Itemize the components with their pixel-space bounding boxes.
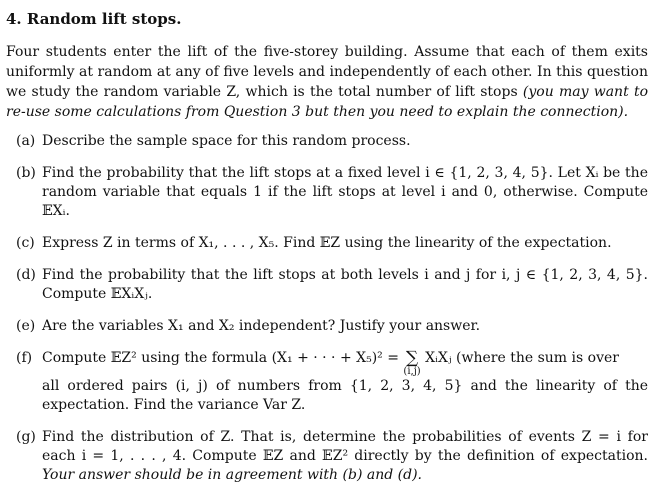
subquestion-b-label: (b) <box>16 165 36 181</box>
subquestion-f-label: (f) <box>16 350 33 366</box>
subquestion-a-label: (a) <box>16 133 36 149</box>
sum-notation <box>403 349 420 377</box>
intro-text: Four students enter the lift of the five-storey building. Assume that each of them exits uniformly at random at any of five levels and independently of each other. In this question we study the random variable Z, which is the total number of lift stops <box>6 44 648 100</box>
subquestion-d-label: (d) <box>16 267 36 283</box>
subquestion-a <box>16 132 648 151</box>
sum-subscript: (i,j) <box>403 366 421 377</box>
subquestion-g <box>16 428 648 485</box>
subquestion-g-text: Find the distribution of Z. That is, determine the probabilities of events Z = i for each i = 1, . . . , 4. Compute 𝔼Z and 𝔼Z² directly by the definition of expectation. <box>42 429 648 464</box>
subquestion-b <box>16 164 648 221</box>
sum-symbol: ∑ <box>405 348 419 368</box>
subquestion-f-text-rest: all ordered pairs (i, j) of numbers from {1, 2, 3, 4, 5} and the linearity of the expectation. Find the variance Var Z. <box>42 378 648 413</box>
subquestion-d <box>16 266 648 304</box>
subquestion-g-body <box>42 428 648 485</box>
subquestion-f-text-after: XᵢXⱼ (where the sum is over <box>425 350 619 366</box>
intro-italic-note: (you may want to re-use some calculations from Question 3 but then you need to explain the connection). <box>6 84 648 120</box>
subquestion-g-label: (g) <box>16 429 36 445</box>
subquestion-b-text: Find the probability that the lift stops at a fixed level i ∈ {1, 2, 3, 4, 5}. Let Xᵢ be the random variable that equals 1 if the lift stops at level i and 0, otherwise. Compute 𝔼Xᵢ. <box>42 165 648 219</box>
subquestion-g-italic-note: Your answer should be in agreement with (b) and (d). <box>42 467 422 483</box>
subquestion-c-label: (c) <box>16 235 35 251</box>
subquestion-a-text: Describe the sample space for this random process. <box>42 133 411 149</box>
subquestion-e-label: (e) <box>16 318 36 334</box>
subquestion-c <box>16 234 648 253</box>
question-title: 4. Random lift stops. <box>6 10 182 28</box>
subquestion-e <box>16 317 648 336</box>
subquestion-e-text: Are the variables X₁ and X₂ independent? Justify your answer. <box>42 318 481 334</box>
question-intro <box>6 42 648 122</box>
subquestion-f-text <box>42 349 648 415</box>
subquestion-f-text-before: Compute 𝔼Z² using the formula (X₁ + · · · + X₅)² = <box>42 350 404 366</box>
subquestion-c-text: Express Z in terms of X₁, . . . , X₅. Find 𝔼Z using the linearity of the expectation. <box>42 235 612 251</box>
subquestion-f <box>16 349 648 415</box>
subquestion-d-text: Find the probability that the lift stops at both levels i and j for i, j ∈ {1, 2, 3, 4, 5}. Compute 𝔼XᵢXⱼ. <box>42 267 648 302</box>
